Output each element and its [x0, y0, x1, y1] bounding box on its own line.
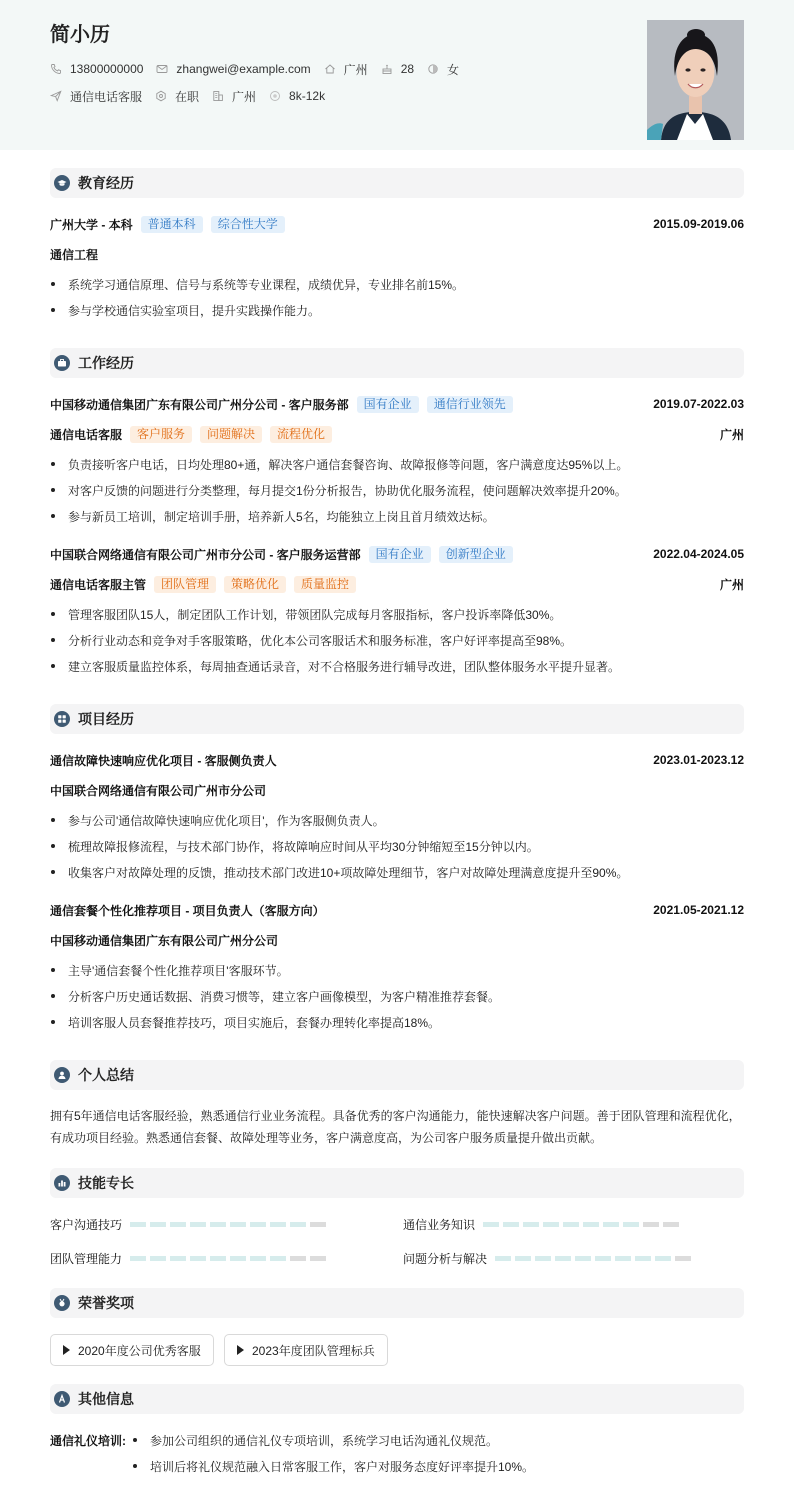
skill-segment-filled	[603, 1222, 619, 1227]
school-tag: 普通本科	[141, 216, 203, 233]
skill-segment-empty	[675, 1256, 691, 1261]
skill-segment-filled	[635, 1256, 651, 1261]
salary-item	[269, 87, 325, 105]
skill-segment-filled	[130, 1222, 146, 1227]
project-org-line	[50, 780, 744, 800]
list-item: 负责接听客户电话，日均处理80+通，解决客户通信套餐咨询、故障报修等问题，客户满意度达95%以上。	[50, 454, 744, 474]
work-header	[50, 394, 744, 414]
target-city-value: 广州	[232, 89, 257, 104]
project-title: 通信故障快速响应优化项目 - 客服侧负责人	[50, 753, 277, 768]
email-value: zhangwei@example.com	[176, 62, 311, 76]
list-item: 参加公司组织的通信礼仪专项培训，系统学习电话沟通礼仪规范。	[132, 1430, 744, 1450]
skill-segment-filled	[290, 1222, 306, 1227]
skill-segment-filled	[250, 1222, 266, 1227]
list-item: 建立客服质量监控体系，每周抽查通话录音，对不合格服务进行辅导改进，团队整体服务水平提升显著。	[50, 656, 744, 676]
location-value: 广州	[343, 62, 368, 77]
company-name: 中国移动通信集团广东有限公司广州分公司 - 客户服务部	[50, 397, 349, 412]
skill-segment-filled	[150, 1222, 166, 1227]
skill-item	[403, 1214, 683, 1234]
company-tag: 创新型企业	[439, 546, 513, 563]
position-line	[50, 424, 744, 444]
graduation-cap-icon	[54, 175, 70, 191]
salary-value: 8k-12k	[289, 89, 326, 103]
skill-segment-filled	[230, 1222, 246, 1227]
target-job-value: 通信电话客服	[70, 89, 143, 104]
status-icon	[155, 90, 167, 102]
skill-segment-filled	[250, 1256, 266, 1261]
medal-icon	[54, 1295, 70, 1311]
skill-segment-filled	[615, 1256, 631, 1261]
company-tag: 国有企业	[357, 396, 419, 413]
skill-item	[50, 1248, 330, 1268]
project-period: 2021.05-2021.12	[653, 903, 744, 917]
list-item: 收集客户对故障处理的反馈，推动技术部门改进10+项故障处理细节，客户对故障处理满意度提升至90%。	[50, 862, 744, 882]
position-tag: 问题解决	[200, 426, 262, 443]
skill-segment-filled	[190, 1222, 206, 1227]
position-tag: 流程优化	[270, 426, 332, 443]
position-tag: 团队管理	[154, 576, 216, 593]
skill-segment-filled	[583, 1222, 599, 1227]
skill-segment-filled	[170, 1222, 186, 1227]
school-name: 广州大学 - 本科	[50, 217, 133, 232]
position-name: 通信电话客服	[50, 427, 123, 442]
awards-section-title: 荣誉奖项	[50, 1288, 744, 1318]
job-intent-row	[50, 87, 338, 105]
work-period: 2022.04-2024.05	[653, 547, 744, 561]
play-icon	[237, 1345, 244, 1355]
list-item: 主导'通信套餐个性化推荐项目'客服环节。	[50, 960, 744, 980]
summary-text: 拥有5年通信电话客服经验，熟悉通信行业业务流程。具备优秀的客户沟通能力，能快速解决客户问题。善于团队管理和流程优化， 有成功项目经验。熟悉通信套餐、故障处理等业务，客户满意度高，为公司客户服务质量提升做出贡献。	[50, 1109, 741, 1145]
skill-segment-empty	[290, 1256, 306, 1261]
cake-icon	[381, 63, 393, 75]
play-icon	[63, 1345, 70, 1355]
skill-segment-filled	[190, 1256, 206, 1261]
project-org: 中国联合网络通信有限公司广州市分公司	[50, 783, 267, 798]
other-label: 通信礼仪培训:	[50, 1433, 126, 1448]
gender-item	[427, 60, 459, 78]
list-item: 参与新员工培训，制定培训手册，培养新人5名，均能独立上岗且首月绩效达标。	[50, 506, 744, 526]
age-value: 28	[400, 62, 415, 76]
other-label-line	[50, 1430, 130, 1450]
status-item	[155, 87, 199, 105]
summary-section-title: 个人总结	[50, 1060, 744, 1090]
project-title: 通信套餐个性化推荐项目 - 项目负责人（客服方向）	[50, 903, 325, 918]
list-item: 参与公司'通信故障快速响应优化项目'，作为客服侧负责人。	[50, 810, 744, 830]
project-header	[50, 750, 744, 770]
other-section-title: 其他信息	[50, 1384, 744, 1414]
list-item: 培训客服人员套餐推荐技巧，项目实施后，套餐办理转化率提高18%。	[50, 1012, 744, 1032]
skill-segment-filled	[170, 1256, 186, 1261]
skill-segment-empty	[643, 1222, 659, 1227]
skill-segment-filled	[535, 1256, 551, 1261]
gender-icon	[427, 63, 439, 75]
age-item	[381, 60, 414, 78]
major-line	[50, 244, 744, 264]
skill-name: 客户沟通技巧	[50, 1217, 123, 1232]
skill-segment-filled	[623, 1222, 639, 1227]
phone-item	[50, 60, 143, 78]
award-item: 2023年度团队管理标兵	[224, 1334, 388, 1366]
profile-photo	[647, 20, 744, 140]
contact-row	[50, 60, 472, 78]
skill-segment-filled	[523, 1222, 539, 1227]
skill-segment-filled	[503, 1222, 519, 1227]
skill-name: 问题分析与解决	[403, 1251, 488, 1266]
candidate-name: 简小历	[50, 24, 110, 46]
work-section-title: 工作经历	[50, 348, 744, 378]
skill-segment-filled	[595, 1256, 611, 1261]
list-item: 系统学习通信原理、信号与系统等专业课程，成绩优异，专业排名前15%。	[50, 274, 744, 294]
skill-segment-filled	[655, 1256, 671, 1261]
skill-level-bar	[483, 1222, 683, 1227]
skill-segment-empty	[663, 1222, 679, 1227]
position-tag: 客户服务	[130, 426, 192, 443]
position-name: 通信电话客服主管	[50, 577, 147, 592]
company-tag: 通信行业领先	[427, 396, 513, 413]
position-tag: 质量监控	[294, 576, 356, 593]
company-tag: 国有企业	[369, 546, 431, 563]
skill-segment-filled	[515, 1256, 531, 1261]
skill-segment-filled	[210, 1256, 226, 1261]
list-item: 参与学校通信实验室项目，提升实践操作能力。	[50, 300, 744, 320]
list-item: 对客户反馈的问题进行分类整理，每月提交1份分析报告，协助优化服务流程，使问题解决效率提升20%。	[50, 480, 744, 500]
building-icon	[212, 90, 224, 102]
briefcase-icon	[54, 355, 70, 371]
gender-value: 女	[447, 62, 460, 77]
skill-segment-filled	[483, 1222, 499, 1227]
home-icon	[324, 63, 336, 75]
skill-name: 团队管理能力	[50, 1251, 123, 1266]
phone-value: 13800000000	[70, 62, 144, 76]
chart-icon	[54, 1175, 70, 1191]
projects-section-title: 项目经历	[50, 704, 744, 734]
education-header	[50, 214, 744, 234]
project-period: 2023.01-2023.12	[653, 753, 744, 767]
skill-segment-filled	[495, 1256, 511, 1261]
work-city: 广州	[719, 577, 744, 592]
skill-segment-filled	[270, 1222, 286, 1227]
info-icon	[54, 1391, 70, 1407]
skill-segment-empty	[310, 1256, 326, 1261]
email-item	[156, 60, 310, 78]
target-job-item	[50, 87, 142, 105]
send-icon	[50, 90, 62, 102]
skill-segment-filled	[130, 1256, 146, 1261]
user-icon	[54, 1067, 70, 1083]
skill-level-bar	[130, 1256, 330, 1261]
skill-item	[50, 1214, 330, 1234]
skill-level-bar	[495, 1256, 695, 1261]
school-tag: 综合性大学	[211, 216, 285, 233]
list-item: 管理客服团队15人，制定团队工作计划，带领团队完成每月客服指标，客户投诉率降低30%。	[50, 604, 744, 624]
award-item: 2020年度公司优秀客服	[50, 1334, 214, 1366]
company-name: 中国联合网络通信有限公司广州市分公司 - 客户服务运营部	[50, 547, 361, 562]
mail-icon	[156, 63, 168, 75]
skill-segment-filled	[150, 1256, 166, 1261]
phone-icon	[50, 63, 62, 75]
project-header	[50, 900, 744, 920]
work-period: 2019.07-2022.03	[653, 397, 744, 411]
skills-section-title: 技能专长	[50, 1168, 744, 1198]
project-org: 中国移动通信集团广东有限公司广州分公司	[50, 933, 279, 948]
skill-segment-filled	[543, 1222, 559, 1227]
skill-segment-filled	[563, 1222, 579, 1227]
skill-segment-filled	[555, 1256, 571, 1261]
resume-header	[0, 0, 794, 150]
target-city-item	[212, 87, 256, 105]
skill-level-bar	[130, 1222, 330, 1227]
grid-icon	[54, 711, 70, 727]
position-line	[50, 574, 744, 594]
skill-name: 通信业务知识	[403, 1217, 476, 1232]
location-item	[324, 60, 368, 78]
list-item: 梳理故障报修流程，与技术部门协作，将故障响应时间从平均30分钟缩短至15分钟以内。	[50, 836, 744, 856]
education-section-title: 教育经历	[50, 168, 744, 198]
project-org-line	[50, 930, 744, 950]
education-period: 2015.09-2019.06	[653, 217, 744, 231]
work-city: 广州	[719, 427, 744, 442]
list-item: 分析行业动态和竞争对手客服策略，优化本公司客服话术和服务标准，客户好评率提高至98%。	[50, 630, 744, 650]
skill-segment-filled	[230, 1256, 246, 1261]
skill-segment-filled	[210, 1222, 226, 1227]
list-item: 分析客户历史通话数据、消费习惯等，建立客户画像模型，为客户精准推荐套餐。	[50, 986, 744, 1006]
status-value: 在职	[175, 89, 200, 104]
skill-segment-empty	[310, 1222, 326, 1227]
list-item: 培训后将礼仪规范融入日常客服工作，客户对服务态度好评率提升10%。	[132, 1456, 744, 1476]
major-name: 通信工程	[50, 247, 99, 262]
skill-segment-filled	[575, 1256, 591, 1261]
coin-icon	[269, 90, 281, 102]
skill-item	[403, 1248, 695, 1268]
work-header	[50, 544, 744, 564]
position-tag: 策略优化	[224, 576, 286, 593]
skill-segment-filled	[270, 1256, 286, 1261]
